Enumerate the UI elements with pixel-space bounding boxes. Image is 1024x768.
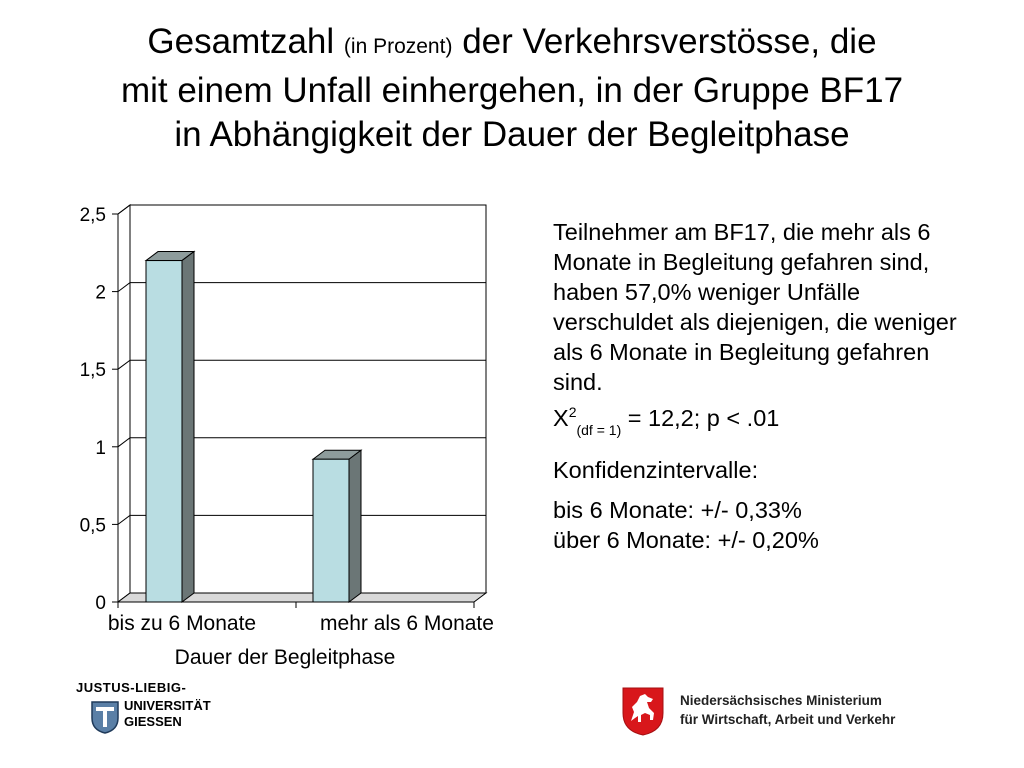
title-part1: Gesamtzahl (147, 22, 335, 61)
bar-side (182, 252, 194, 602)
university-name-line1: JUSTUS-LIEBIG- (76, 680, 187, 695)
y-tick-label: 1 (95, 437, 106, 459)
university-name-line3: GIESSEN (124, 714, 182, 729)
y-tick-label: 0 (95, 593, 106, 614)
y-tick-label: 0,5 (79, 515, 106, 537)
description-text: Teilnehmer am BF17, die mehr als 6 Monate in Begleitung gefahren sind, haben 57,0% weniger Unfälle verschuldet als diejenigen, die weniger als 6 Monate in Begleitung gefahren sind. (553, 219, 957, 395)
x-category-label: mehr als 6 Monate (320, 612, 494, 635)
slide-title (20, 20, 1004, 157)
title-part2: der Verkehrsverstösse, die (462, 22, 877, 61)
chi-symbol: X (553, 405, 569, 431)
chi-subscript: (df = 1) (576, 422, 622, 438)
text-panel (553, 217, 983, 555)
chi-square-result (553, 403, 983, 438)
y-tick-label: 1,5 (79, 360, 106, 382)
bar (146, 261, 182, 602)
confidence-interval-title: Konfidenzintervalle: (553, 457, 759, 483)
title-small: (in Prozent) (343, 35, 453, 58)
bar-side (349, 450, 361, 602)
ministry-name-line2: für Wirtschaft, Arbeit und Verkehr (680, 712, 896, 727)
title-line2: mit einem Unfall einhergehen, in der Gruppe BF17 (120, 71, 904, 110)
ministry-name-line1: Niedersächsisches Ministerium (680, 693, 882, 708)
x-category-label: bis zu 6 Monate (107, 612, 257, 635)
ministry-logo (620, 685, 920, 737)
lower-saxony-horse-icon (620, 685, 666, 737)
chart-side-wall (118, 205, 130, 602)
university-logo (76, 680, 236, 735)
bar-chart (0, 190, 540, 680)
bar (313, 459, 349, 602)
chi-superscript: 2 (568, 404, 577, 420)
university-name-line2: UNIVERSITÄT (124, 698, 211, 713)
x-axis-title: Dauer der Begleitphase (174, 646, 396, 669)
y-tick-label: 2 (95, 282, 106, 304)
chi-value: = 12,2; p < .01 (621, 405, 780, 431)
y-tick-label: 2,5 (79, 205, 106, 226)
confidence-interval-1: bis 6 Monate: +/- 0,33% (553, 497, 802, 523)
title-line3: in Abhängigkeit der Dauer der Begleitphase (174, 115, 850, 154)
confidence-interval-2: über 6 Monate: +/- 0,20% (553, 527, 819, 553)
university-emblem-icon (90, 700, 120, 734)
